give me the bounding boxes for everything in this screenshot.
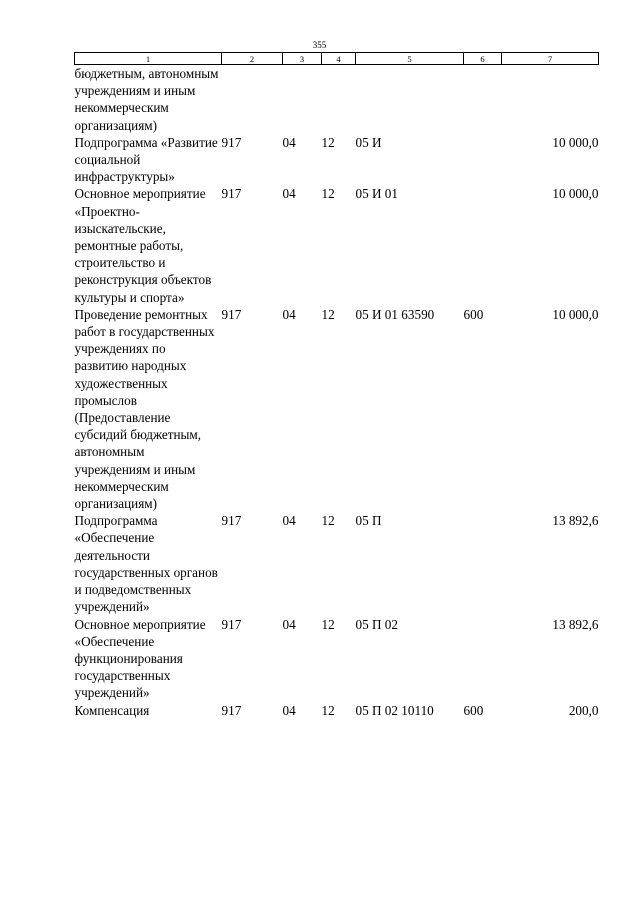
row-subsection <box>322 65 356 134</box>
row-expense-type: 600 <box>463 702 484 718</box>
row-subsection: 12 <box>321 702 335 718</box>
row-name: Основное мероприятие «Проектно-изыскательские, ремонтные работы, строительство и реконструкция объектов культуры и спорта» <box>74 186 212 305</box>
table-row <box>75 185 599 305</box>
column-header: 1 <box>75 53 222 65</box>
row-expense-type <box>464 185 502 305</box>
row-subsection: 12 <box>321 306 335 322</box>
row-name: бюджетным, автономным учреждениям и иным некоммерческим организациям) <box>74 66 219 133</box>
column-header: 6 <box>464 53 502 65</box>
table-row <box>75 65 599 134</box>
row-subsection: 12 <box>321 186 335 202</box>
row-expense-type <box>464 616 502 702</box>
row-amount: 13 892,6 <box>552 616 599 632</box>
row-name: Подпрограмма «Развитие социальной инфраструктуры» <box>74 134 218 185</box>
row-amount: 10 000,0 <box>552 134 599 150</box>
row-amount: 200,0 <box>568 702 599 718</box>
column-header: 2 <box>222 53 283 65</box>
row-subsection: 12 <box>321 134 335 150</box>
row-target-article: 05 П 02 <box>355 616 398 632</box>
row-section <box>283 65 322 134</box>
row-grbs: 917 <box>221 306 242 322</box>
column-header: 7 <box>502 53 599 65</box>
row-subsection: 12 <box>321 513 335 529</box>
page-number: 355 <box>312 40 327 50</box>
row-grbs: 917 <box>221 513 242 529</box>
row-amount <box>502 65 599 134</box>
budget-table <box>74 52 599 719</box>
table-row <box>75 702 599 719</box>
row-expense-type <box>464 65 502 134</box>
row-section: 04 <box>282 186 296 202</box>
row-grbs: 917 <box>221 134 242 150</box>
table-row <box>75 512 599 615</box>
row-name: Проведение ремонтных работ в государственных учреждениях по развитию народных художественных промыслов (Предоставление субсидий бюджетным, автономным учреждениям и иным некоммерческим организациям) <box>74 306 215 512</box>
row-expense-type <box>464 512 502 615</box>
table-row <box>75 616 599 702</box>
row-target-article: 05 П 02 10110 <box>355 702 434 718</box>
row-amount: 10 000,0 <box>552 306 599 322</box>
row-grbs: 917 <box>221 702 242 718</box>
row-name: Подпрограмма «Обеспечение деятельности государственных органов и подведомственных учреждений» <box>74 513 218 615</box>
row-grbs: 917 <box>221 616 242 632</box>
row-amount: 13 892,6 <box>552 513 599 529</box>
row-section: 04 <box>282 134 296 150</box>
table-row <box>75 134 599 186</box>
row-grbs: 917 <box>221 186 242 202</box>
row-target-article: 05 И 01 <box>355 186 398 202</box>
row-name: Основное мероприятие «Обеспечение функционирования государственных учреждений» <box>74 616 206 701</box>
row-expense-type: 600 <box>463 306 484 322</box>
row-section: 04 <box>282 702 296 718</box>
row-section: 04 <box>282 616 296 632</box>
column-header: 5 <box>356 53 464 65</box>
row-target-article: 05 И <box>355 134 382 150</box>
column-header: 4 <box>322 53 356 65</box>
column-header: 3 <box>283 53 322 65</box>
row-section: 04 <box>282 513 296 529</box>
row-grbs <box>222 65 283 134</box>
row-name: Компенсация <box>74 702 150 718</box>
row-target-article: 05 И 01 63590 <box>355 306 435 322</box>
row-amount: 10 000,0 <box>552 186 599 202</box>
column-number-row <box>75 53 599 65</box>
row-section: 04 <box>282 306 296 322</box>
table-row <box>75 306 599 512</box>
row-target-article <box>356 65 464 134</box>
row-subsection: 12 <box>321 616 335 632</box>
row-expense-type <box>464 134 502 186</box>
row-target-article: 05 П <box>355 513 382 529</box>
